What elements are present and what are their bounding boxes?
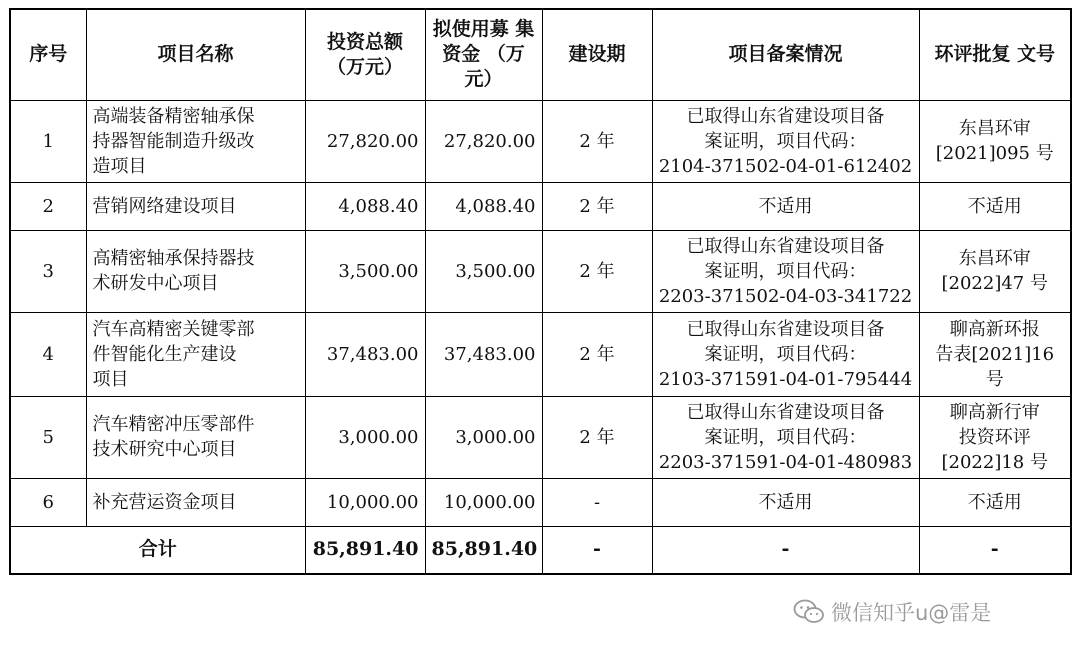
cell-total-investment: 27,820.00 [305, 100, 425, 182]
cell-eia-approval: 不适用 [919, 478, 1071, 526]
cell-eia-approval: 东昌环审 [2021]095 号 [919, 100, 1071, 182]
total-label: 合计 [10, 526, 305, 574]
cell-serial: 3 [10, 230, 86, 312]
total-eia-approval: - [919, 526, 1071, 574]
cell-serial: 5 [10, 396, 86, 478]
cell-total-investment: 3,500.00 [305, 230, 425, 312]
cell-construction-period: 2 年 [542, 396, 652, 478]
watermark [793, 597, 991, 627]
cell-project-name: 高精密轴承保持器技 术研发中心项目 [86, 230, 305, 312]
cell-total-investment: 3,000.00 [305, 396, 425, 478]
cell-total-investment: 4,088.40 [305, 182, 425, 230]
cell-raised-funds: 37,483.00 [425, 312, 542, 396]
cell-construction-period: 2 年 [542, 230, 652, 312]
cell-construction-period: 2 年 [542, 100, 652, 182]
cell-serial: 6 [10, 478, 86, 526]
watermark-text: 微信知乎u@雷是 [831, 601, 992, 625]
total-row [10, 526, 1071, 574]
table-row [10, 100, 1071, 182]
table-row [10, 230, 1071, 312]
cell-construction-period: 2 年 [542, 182, 652, 230]
cell-serial: 2 [10, 182, 86, 230]
cell-construction-period: 2 年 [542, 312, 652, 396]
cell-filing-status: 不适用 [652, 182, 919, 230]
header-filing-status: 项目备案情况 [652, 9, 919, 100]
cell-raised-funds: 3,000.00 [425, 396, 542, 478]
cell-raised-funds: 4,088.40 [425, 182, 542, 230]
cell-filing-status: 已取得山东省建设项目备 案证明，项目代码： 2104-371502-04-01-612402 [652, 100, 919, 182]
cell-total-investment: 37,483.00 [305, 312, 425, 396]
cell-total-investment: 10,000.00 [305, 478, 425, 526]
cell-project-name: 汽车高精密关键零部 件智能化生产建设 项目 [86, 312, 305, 396]
cell-project-name: 汽车精密冲压零部件 技术研究中心项目 [86, 396, 305, 478]
header-eia-approval: 环评批复 文号 [919, 9, 1071, 100]
header-raised-funds: 拟使用募 集资金 （万元） [425, 9, 542, 100]
cell-filing-status: 不适用 [652, 478, 919, 526]
cell-serial: 4 [10, 312, 86, 396]
cell-filing-status: 已取得山东省建设项目备 案证明，项目代码： 2203-371502-04-03-341722 [652, 230, 919, 312]
cell-filing-status: 已取得山东省建设项目备 案证明，项目代码： 2203-371591-04-01-480983 [652, 396, 919, 478]
cell-construction-period: - [542, 478, 652, 526]
table-row [10, 396, 1071, 478]
cell-eia-approval: 聊高新环报 告表[2021]16 号 [919, 312, 1071, 396]
header-total-investment: 投资总额 （万元） [305, 9, 425, 100]
table-row [10, 182, 1071, 230]
table-header-row [10, 9, 1071, 100]
cell-project-name: 营销网络建设项目 [86, 182, 305, 230]
cell-raised-funds: 3,500.00 [425, 230, 542, 312]
table-row [10, 478, 1071, 526]
header-serial: 序号 [10, 9, 86, 100]
cell-serial: 1 [10, 100, 86, 182]
cell-project-name: 补充营运资金项目 [86, 478, 305, 526]
wechat-icon [793, 599, 825, 625]
fundraising-projects-table [9, 8, 1072, 575]
total-filing-status: - [652, 526, 919, 574]
cell-raised-funds: 10,000.00 [425, 478, 542, 526]
total-construction-period: - [542, 526, 652, 574]
total-investment: 85,891.40 [305, 526, 425, 574]
cell-eia-approval: 聊高新行审 投资环评 [2022]18 号 [919, 396, 1071, 478]
cell-project-name: 高端装备精密轴承保 持器智能制造升级改 造项目 [86, 100, 305, 182]
cell-filing-status: 已取得山东省建设项目备 案证明，项目代码： 2103-371591-04-01-795444 [652, 312, 919, 396]
header-project-name: 项目名称 [86, 9, 305, 100]
cell-raised-funds: 27,820.00 [425, 100, 542, 182]
table-row [10, 312, 1071, 396]
cell-eia-approval: 不适用 [919, 182, 1071, 230]
header-construction-period: 建设期 [542, 9, 652, 100]
total-raised-funds: 85,891.40 [425, 526, 542, 574]
cell-eia-approval: 东昌环审 [2022]47 号 [919, 230, 1071, 312]
